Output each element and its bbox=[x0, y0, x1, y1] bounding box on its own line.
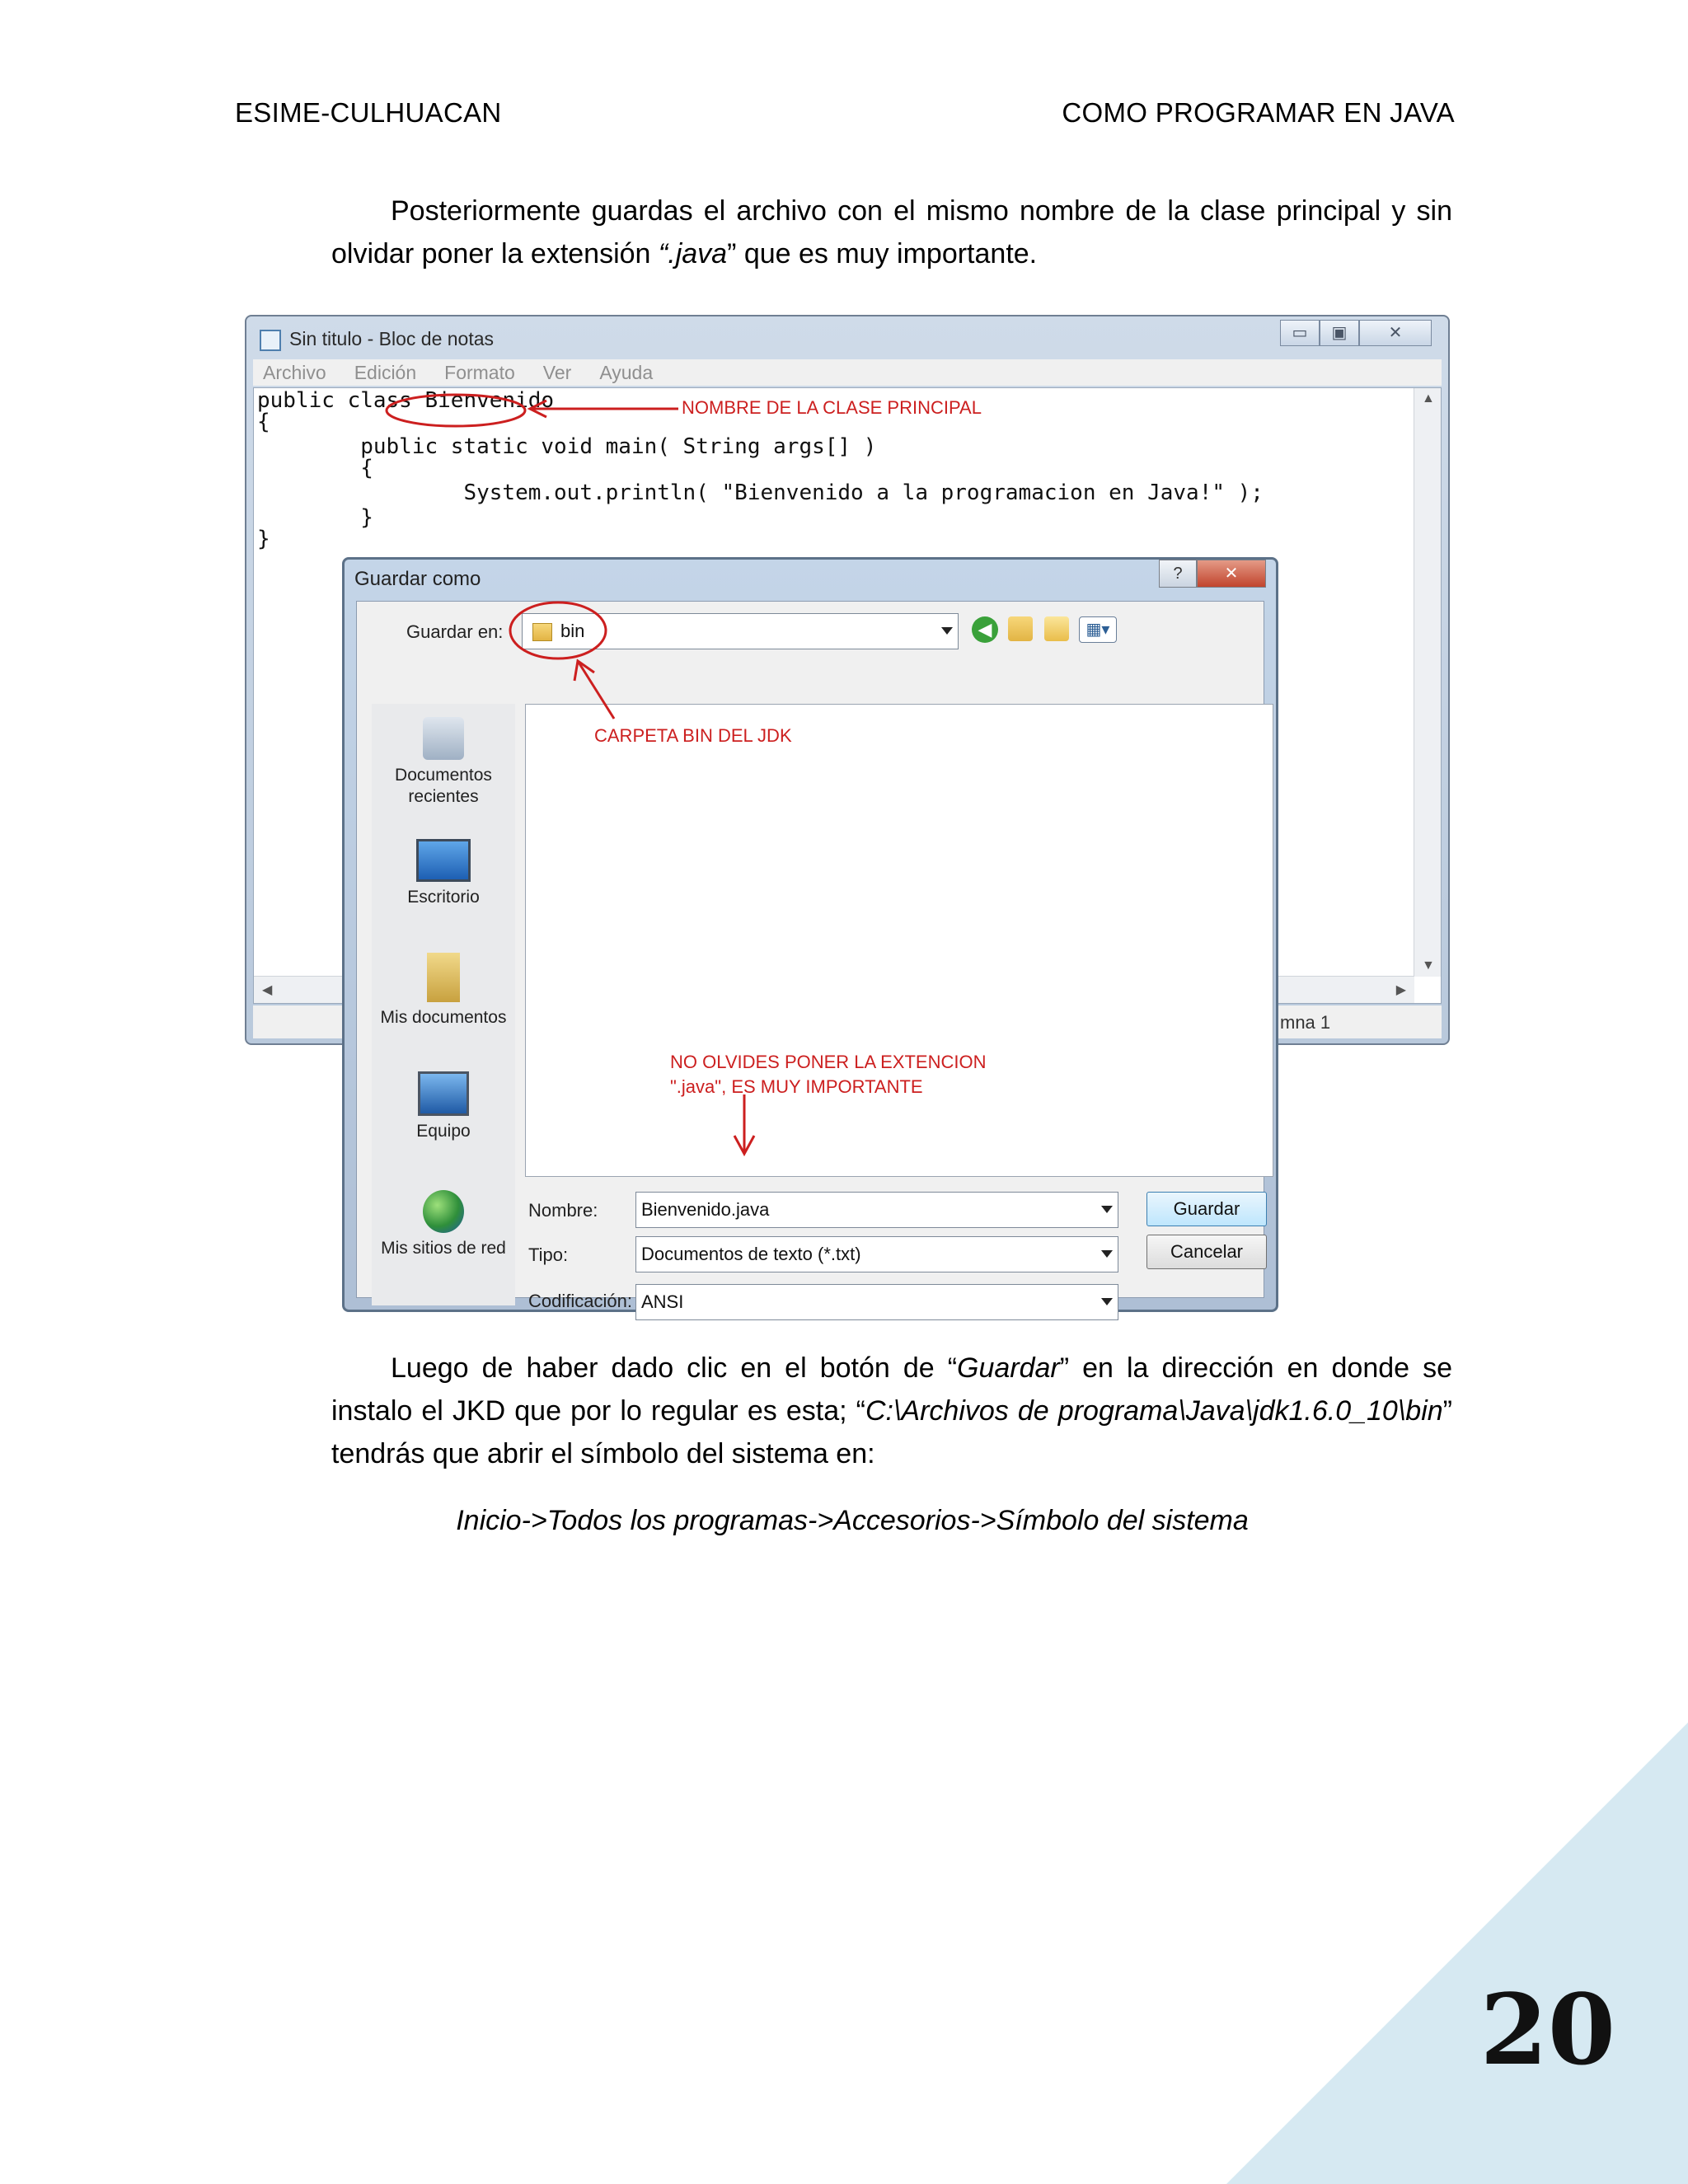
menu-formato[interactable]: Formato bbox=[444, 362, 515, 383]
place-desktop[interactable] bbox=[372, 839, 515, 908]
save-in-select[interactable] bbox=[522, 613, 959, 649]
new-folder-icon[interactable] bbox=[1044, 616, 1069, 641]
code-line: public class Bienvenido bbox=[257, 388, 555, 413]
encoding-label: Codificación: bbox=[528, 1291, 632, 1311]
header-right: COMO PROGRAMAR EN JAVA bbox=[1062, 97, 1455, 128]
body-text-3: ” tendrás que abrir el símbolo del sistema en: bbox=[331, 1395, 1452, 1469]
intro-text-1: Posteriormente guardas el archivo con el mismo nombre de la clase principal y sin olvidar poner la extensión bbox=[331, 195, 1452, 269]
dialog-title: Guardar como bbox=[354, 568, 481, 590]
place-documents[interactable] bbox=[372, 953, 515, 1029]
help-icon[interactable]: ? bbox=[1159, 560, 1197, 588]
body-paragraph bbox=[331, 1347, 1452, 1475]
place-label: Mis documentos bbox=[380, 1008, 507, 1027]
close-icon[interactable]: ✕ bbox=[1197, 560, 1266, 588]
annotation-extension-line1: NO OLVIDES PONER LA EXTENCION bbox=[670, 1052, 987, 1072]
annotation-extension-line2: ".java", ES MUY IMPORTANTE bbox=[670, 1076, 923, 1097]
place-label: Escritorio bbox=[407, 888, 480, 907]
menu-path: Inicio->Todos los programas->Accesorios->Símbolo del sistema bbox=[456, 1505, 1249, 1536]
place-network[interactable] bbox=[372, 1190, 515, 1259]
file-name-input[interactable] bbox=[635, 1192, 1118, 1228]
dialog-content bbox=[356, 601, 1264, 1312]
vertical-scrollbar[interactable] bbox=[1414, 388, 1441, 977]
place-label: Equipo bbox=[416, 1122, 471, 1141]
body-path: C:\Archivos de programa\Java\jdk1.6.0_10\bin bbox=[865, 1395, 1443, 1427]
recent-documents-icon bbox=[423, 717, 464, 760]
intro-text-2: ” que es muy importante. bbox=[727, 238, 1038, 269]
view-menu-icon[interactable]: ▦▾ bbox=[1079, 616, 1117, 643]
menu-edicion[interactable]: Edición bbox=[354, 362, 417, 383]
code-line: { bbox=[257, 456, 373, 480]
computer-icon bbox=[418, 1071, 469, 1116]
scroll-up-icon[interactable]: ▲ bbox=[1422, 391, 1435, 405]
intro-paragraph bbox=[331, 190, 1452, 275]
code-line: } bbox=[257, 527, 270, 551]
chevron-down-icon bbox=[1101, 1298, 1113, 1305]
header-left: ESIME-CULHUACAN bbox=[235, 97, 502, 128]
chevron-down-icon bbox=[941, 627, 953, 635]
chevron-down-icon bbox=[1101, 1250, 1113, 1258]
code-line: public static void main( String args[] ) bbox=[257, 434, 877, 459]
encoding-value: ANSI bbox=[641, 1291, 684, 1312]
up-folder-icon[interactable] bbox=[1008, 616, 1033, 641]
save-button[interactable]: Guardar bbox=[1146, 1192, 1267, 1226]
notepad-title: Sin titulo - Bloc de notas bbox=[289, 328, 495, 349]
body-guardar: Guardar bbox=[957, 1352, 1060, 1384]
dialog-controls bbox=[1159, 560, 1266, 588]
scroll-right-icon[interactable]: ▶ bbox=[1395, 983, 1406, 997]
annotation-bin-folder: CARPETA BIN DEL JDK bbox=[594, 725, 792, 746]
scroll-down-icon[interactable]: ▼ bbox=[1422, 958, 1435, 972]
corner-triangle bbox=[1226, 1722, 1688, 2184]
file-type-value: Documentos de texto (*.txt) bbox=[641, 1244, 861, 1264]
screenshot-figure bbox=[245, 315, 1451, 1312]
minimize-icon[interactable]: ▭ bbox=[1280, 320, 1320, 346]
status-column: mna 1 bbox=[1280, 1012, 1331, 1033]
body-text-1: Luego de haber dado clic en el botón de “ bbox=[391, 1352, 958, 1384]
close-icon[interactable]: ✕ bbox=[1359, 320, 1432, 346]
intro-ext: “.java bbox=[658, 238, 728, 269]
save-as-dialog bbox=[342, 557, 1278, 1312]
page-number: 20 bbox=[1479, 1972, 1615, 2087]
documents-folder-icon bbox=[427, 953, 460, 1002]
cancel-button[interactable]: Cancelar bbox=[1146, 1235, 1267, 1269]
back-icon[interactable]: ◀ bbox=[972, 616, 998, 643]
scroll-left-icon[interactable]: ◀ bbox=[262, 983, 273, 997]
notepad-icon bbox=[260, 330, 281, 351]
maximize-icon[interactable]: ▣ bbox=[1320, 320, 1359, 346]
menu-ver[interactable]: Ver bbox=[542, 362, 572, 383]
notepad-menubar bbox=[253, 359, 1442, 386]
place-label: Documentos recientes bbox=[395, 766, 492, 806]
file-name-value: Bienvenido.java bbox=[641, 1199, 770, 1220]
desktop-icon bbox=[416, 839, 471, 882]
name-label: Nombre: bbox=[528, 1200, 598, 1221]
code-line: System.out.println( "Bienvenido a la programacion en Java!" ); bbox=[257, 480, 1264, 505]
menu-ayuda[interactable]: Ayuda bbox=[599, 362, 654, 383]
body-text-2: ” en la dirección en donde se instalo el JKD que por lo regular es esta; “ bbox=[331, 1352, 1453, 1427]
places-bar bbox=[372, 704, 515, 1305]
window-controls bbox=[1280, 320, 1432, 346]
folder-icon bbox=[532, 623, 552, 641]
encoding-select[interactable] bbox=[635, 1284, 1118, 1320]
code-line: { bbox=[257, 410, 270, 434]
place-label: Mis sitios de red bbox=[381, 1239, 506, 1258]
annotation-class-name: NOMBRE DE LA CLASE PRINCIPAL bbox=[682, 397, 982, 418]
file-list[interactable] bbox=[525, 704, 1273, 1177]
file-type-select[interactable] bbox=[635, 1236, 1118, 1272]
place-computer[interactable] bbox=[372, 1071, 515, 1142]
menu-archivo[interactable]: Archivo bbox=[263, 362, 326, 383]
save-in-value: bin bbox=[560, 621, 585, 641]
type-label: Tipo: bbox=[528, 1244, 569, 1265]
save-in-label: Guardar en: bbox=[406, 621, 504, 642]
code-line: } bbox=[257, 505, 373, 530]
chevron-down-icon bbox=[1101, 1206, 1113, 1213]
network-globe-icon bbox=[423, 1190, 464, 1233]
place-recent[interactable] bbox=[372, 717, 515, 808]
